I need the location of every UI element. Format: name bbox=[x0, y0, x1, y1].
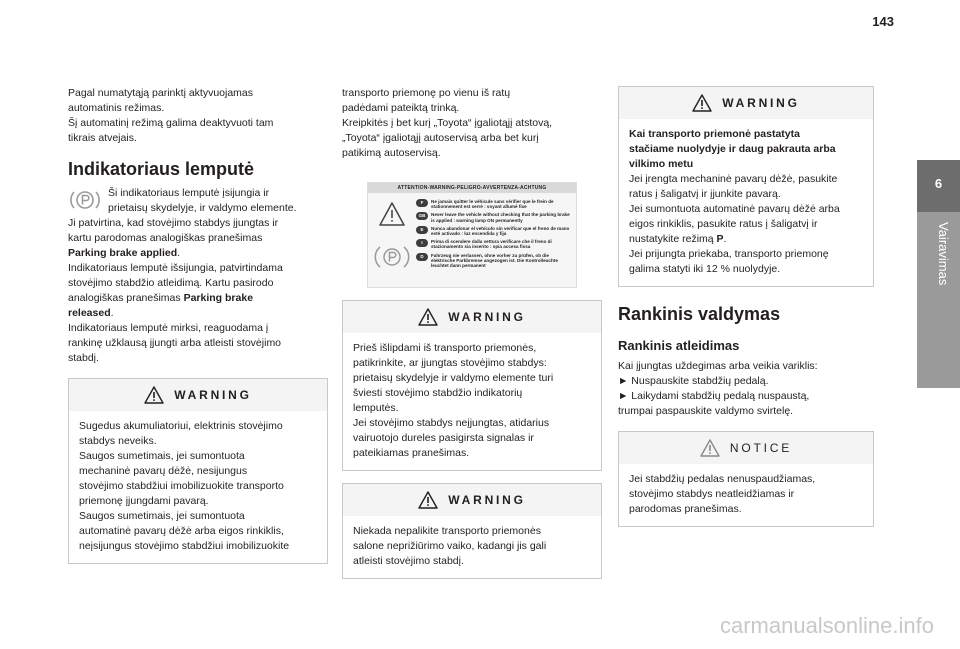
watermark: carmanualsonline.info bbox=[719, 613, 934, 638]
body-line: padėdami pateiktą trinką. bbox=[342, 102, 460, 114]
mode-p: P bbox=[716, 233, 724, 245]
warning-header bbox=[343, 484, 601, 516]
warning-box-before-exit bbox=[342, 300, 602, 471]
section-title-manual: Rankinis valdymas bbox=[618, 304, 781, 324]
warning-line: atleisti stovėjimo stabdį. bbox=[353, 555, 464, 567]
sticker-text-rows bbox=[416, 199, 574, 271]
sticker-row-text: Fahrzeug nie verlassen, ohne vorher zu prüfen, ob die elektrische Parkbremse angezogen ist. Die Kontrolleuchte leuchtet dann permanent bbox=[431, 252, 558, 269]
message-parking-applied: Parking brake applied bbox=[68, 247, 178, 259]
sticker-row bbox=[416, 239, 574, 249]
notice-header bbox=[619, 432, 873, 464]
warning-body bbox=[69, 411, 327, 563]
warning-line: eigos rinkiklis, pasukite ratus į šaligatvį ir bbox=[629, 218, 818, 230]
warning-line: Jei įrengta mechaninė pavarų dėžė, pasukite bbox=[629, 173, 838, 185]
release-step: ► Laikydami stabdžių pedalą nuspaustą, bbox=[618, 390, 810, 402]
warning-line: vairuotojo dureles pasigirsta signalas ir bbox=[353, 432, 534, 444]
notice-label: NOTICE bbox=[729, 441, 793, 455]
sticker-row-text: Never leave the vehicle without checking that the parking brake is applied : warning lamp ON permanently bbox=[431, 212, 570, 223]
page-number: 143 bbox=[872, 14, 894, 29]
warning-line: patikrinkite, ar įjungtas stovėjimo stabdys: bbox=[353, 357, 547, 369]
intro-line: Pagal numatytąją parinktį aktyvuojamas bbox=[68, 87, 254, 99]
warning-body bbox=[343, 516, 601, 578]
column-left bbox=[68, 86, 328, 564]
warning-triangle-icon bbox=[692, 94, 712, 112]
body-line: transporto priemonę po vienu iš ratų bbox=[342, 87, 511, 99]
warning-line: prietaisų skydelyje ir valdymo elemente turi bbox=[353, 372, 554, 384]
message-parking-brake: Parking brake bbox=[183, 292, 254, 304]
language-badge: GB bbox=[416, 212, 428, 220]
sticker-row-text: Prima di scendere dalla vettura verificare che il freno di stazionamento sia inserito : spia accesa fissa bbox=[431, 239, 552, 250]
chapter-tab bbox=[917, 0, 960, 649]
indicator-body: Ji patvirtina, kad stovėjimo stabdys įjungtas ir kartu parodomas analogiškas pranešimas Parking brake applied. Indikatoriaus lemputė išsijungia, patvirtindama stovėjimo stabdžio atleidimą. Kartu pasirodo analogiškas pranešimas Parking brake released. Indikatoriaus lemputė mirksi, reaguodama į rankinę užklausą įjungti arba atleisti stovėjimo stabdį. bbox=[68, 216, 328, 366]
warning-line: Prieš išlipdami iš transporto priemonės, bbox=[353, 342, 537, 354]
sticker-row bbox=[416, 212, 574, 222]
warning-line: Sugedus akumuliatoriui, elektrinis stovėjimo bbox=[79, 420, 283, 432]
body-line: stovėjimo stabdžio atleidimą. Kartu pasirodo bbox=[68, 277, 274, 289]
warning-line: salone neprižiūrimo vaiko, kadangi jis gali bbox=[353, 540, 547, 552]
warning-label: WARNING bbox=[722, 96, 800, 110]
notice-triangle-icon bbox=[700, 439, 720, 457]
warning-triangle-icon bbox=[418, 308, 438, 326]
column-middle-lower bbox=[342, 300, 602, 579]
sticker-icons bbox=[374, 199, 410, 281]
warning-header bbox=[69, 379, 327, 411]
body-line: rankinę užklausą įjungti arba atleisti stovėjimo bbox=[68, 337, 282, 349]
release-line: Kai įjungtas uždegimas arba veikia variklis: bbox=[618, 360, 818, 372]
body-line: stabdį. bbox=[68, 352, 99, 364]
sticker-row-text: Nunca abandonar el vehículo sin verificar que el freno de mano esté activado : luz encendida y fija bbox=[431, 225, 570, 237]
body-line: kartu parodomas analogiškas pranešimas bbox=[68, 232, 263, 244]
warning-line: automatinė pavarų dėžė arba eigos rinkiklis, bbox=[79, 525, 284, 537]
indicator-line: Ši indikatoriaus lemputė įsijungia ir bbox=[108, 187, 270, 199]
warning-box-child bbox=[342, 483, 602, 579]
release-steps bbox=[618, 359, 874, 419]
notice-line: stovėjimo stabdys neatleidžiamas ir bbox=[629, 488, 795, 500]
warning-body bbox=[343, 333, 601, 470]
intro-line: automatinis režimas. bbox=[68, 102, 165, 114]
warning-body: Kai transporto priemonė pastatyta stačiame nuolydyje ir daug pakrauta arba vilkimo metu Jei įrengta mechaninė pavarų dėžė, pasukite ratus į šaligatvį ir įjunkite pavarą. Jei sumontuota automatinė pavarų dėžė arba eigos rinkiklis, pasukite ratus į šaligatvį ir nustatykite režimą P. Jei prijungta priekaba, transporto priemonę galima statyti iki 12 % nuolydyje. bbox=[619, 119, 873, 286]
body-line: Ji patvirtina, kad stovėjimo stabdys įjungtas ir bbox=[68, 217, 279, 229]
notice-line: parodomas pranešimas. bbox=[629, 503, 742, 515]
warning-header bbox=[343, 301, 601, 333]
warning-heading-line: stačiame nuolydyje ir daug pakrauta arba bbox=[629, 143, 836, 155]
sticker-row bbox=[416, 226, 574, 236]
language-badge: E bbox=[416, 226, 428, 234]
intro-line: tikrais atvejais. bbox=[68, 132, 137, 144]
language-badge: I bbox=[416, 239, 428, 247]
warning-label: WARNING bbox=[448, 493, 526, 507]
warning-header bbox=[619, 87, 873, 119]
warning-line: lemputės. bbox=[353, 402, 399, 414]
release-step: ► Nuspauskite stabdžių pedalą. bbox=[618, 375, 769, 387]
continuation-paragraph bbox=[342, 86, 602, 161]
intro-paragraph bbox=[68, 86, 328, 146]
warning-box-battery bbox=[68, 378, 328, 564]
section-title-indicator: Indikatoriaus lemputė bbox=[68, 159, 255, 179]
body-line: Indikatoriaus lemputė mirksi, reaguodama į bbox=[68, 322, 269, 334]
sticker-row-text: Ne jamais quitter le véhicule sans vérifier que le frein de stationnement est serré : voyant allumé fixe bbox=[431, 199, 554, 210]
warning-heading-line: Kai transporto priemonė pastatyta bbox=[629, 128, 800, 140]
subsection-title-release: Rankinis atleidimas bbox=[618, 338, 740, 353]
notice-box bbox=[618, 431, 874, 527]
warning-label: WARNING bbox=[174, 388, 252, 402]
language-badge: F bbox=[416, 199, 428, 207]
notice-line: Jei stabdžių pedalas nenuspaudžiamas, bbox=[629, 473, 816, 485]
warning-line: nustatykite režimą bbox=[629, 233, 714, 245]
warning-line: priemonę įjungdami pavarą. bbox=[79, 495, 209, 507]
sticker-row bbox=[416, 199, 574, 209]
warning-line: Jei prijungta priekaba, transporto priemonę bbox=[629, 248, 829, 260]
warning-line: stovėjimo stabdžiui imobilizuokite transporto bbox=[79, 480, 284, 492]
warning-label: WARNING bbox=[448, 310, 526, 324]
chapter-title: Vairavimas bbox=[936, 222, 951, 286]
body-line: Kreipkitės į bet kurį „Toyota“ įgaliotąjį atstovą, bbox=[342, 117, 553, 129]
warning-line: mechaninė pavarų dėžė, nesijungus bbox=[79, 465, 248, 477]
warning-box-slope bbox=[618, 86, 874, 287]
body-line: analogiškas pranešimas bbox=[68, 292, 181, 304]
warning-heading-line: vilkimo metu bbox=[629, 158, 694, 170]
notice-body bbox=[619, 464, 873, 526]
warning-line: Saugos sumetimais, jei sumontuota bbox=[79, 510, 245, 522]
chapter-number: 6 bbox=[934, 176, 943, 191]
warning-line: Jei sumontuota automatinė pavarų dėžė arba bbox=[629, 203, 840, 215]
warning-line: Jei stovėjimo stabdys neįjungtas, atidarius bbox=[353, 417, 550, 429]
body-line: Indikatoriaus lemputė išsijungia, patvirtindama bbox=[68, 262, 283, 274]
indicator-description bbox=[68, 186, 328, 216]
message-released: released bbox=[68, 307, 111, 319]
warning-line: pateikiamas pranešimas. bbox=[353, 447, 470, 459]
warning-line: neįsijungus stovėjimo stabdžiui imobilizuokite bbox=[79, 540, 290, 552]
sticker-header: ATTENTION-WARNING-PELIGRO-AVVERTENZA-ACHTUNG bbox=[368, 183, 576, 193]
indicator-line: prietaisų skydelyje, ir valdymo elemente. bbox=[108, 202, 297, 214]
warning-triangle-icon bbox=[418, 491, 438, 509]
sticker-row bbox=[416, 253, 574, 269]
body-line: „Toyota“ įgaliotąjį autoservisą arba bet kurį bbox=[342, 132, 539, 144]
warning-line: Saugos sumetimais, jei sumontuota bbox=[79, 450, 245, 462]
column-right bbox=[618, 86, 874, 527]
warning-sticker-image bbox=[367, 182, 577, 288]
warning-line: stabdys neveiks. bbox=[79, 435, 157, 447]
release-line: trumpai paspauskite valdymo svirtelę. bbox=[618, 405, 794, 417]
warning-line: galima statyti iki 12 % nuolydyje. bbox=[629, 263, 781, 275]
warning-line: šviesti stovėjimo stabdžio indikatorių bbox=[353, 387, 523, 399]
warning-line: Niekada nepalikite transporto priemonės bbox=[353, 525, 541, 537]
column-middle bbox=[342, 86, 602, 161]
language-badge: D bbox=[416, 253, 428, 261]
warning-triangle-icon bbox=[144, 386, 164, 404]
body-line: patikimą autoservisą. bbox=[342, 147, 441, 159]
intro-line: Šį automatinį režimą galima deaktyvuoti tam bbox=[68, 117, 274, 129]
warning-line: ratus į šaligatvį ir įjunkite pavarą. bbox=[629, 188, 781, 200]
parking-brake-icon bbox=[68, 188, 102, 212]
